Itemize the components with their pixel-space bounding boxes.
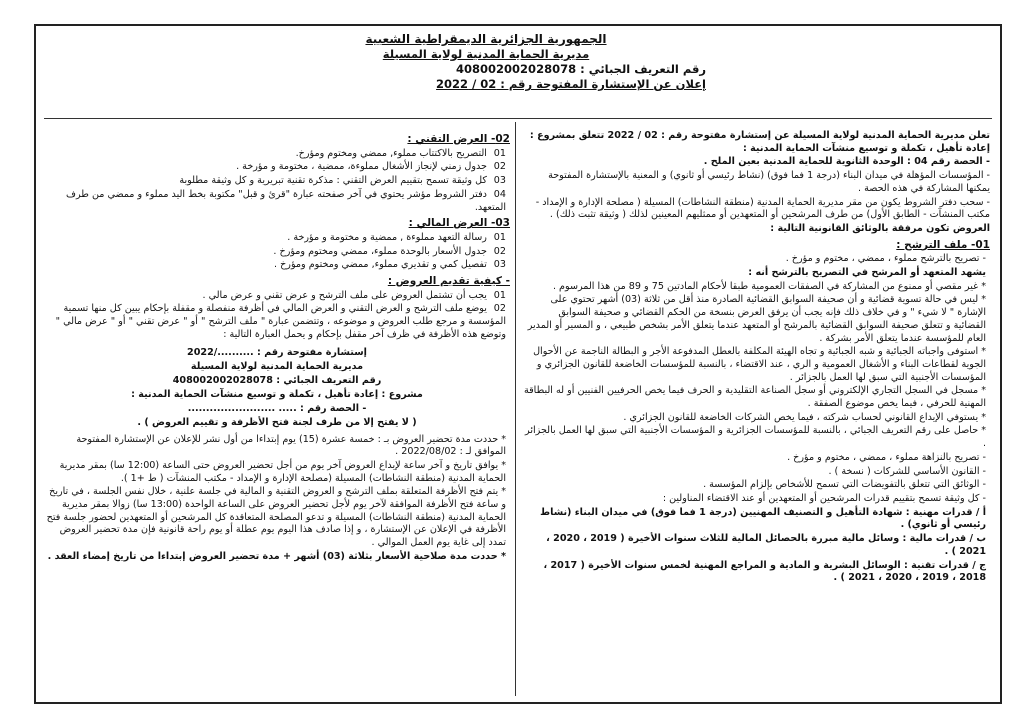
candidacy-line: * حاصل على رقم التعريف الجبائي ، بالنسبة للمؤسسات الجزائرية و المؤسسات الأجنبية التي سبق لها العمل بالجزائر .: [525, 425, 986, 450]
candidacy-line: * مسجل في السجل التجاري الإلكتروني أو سجل الصناعة التقليدية و الحرف فيما يخص الحرفيين الفنيين أو له البطاقة المهنية للحرفي ، فيما يخص موضوع الصفقة .: [523, 385, 986, 410]
envelope-line: مديرية الحماية المدنية لولاية المسيلة: [190, 360, 364, 372]
envelope-line: مشروع : إعادة تأهيل ، تكملة و توسيع منشآت الحماية المدنية :: [131, 388, 423, 400]
docs-intro: العروض تكون مرفقة بالوثائق القانونية التالية :: [770, 222, 990, 234]
item-number: 01: [493, 231, 506, 243]
eligible-text: - المؤسسات المؤهلة في ميدان البناء (درجة 1 فما فوق) (نشاط رئيسي أو ثانوي) و المعنية بالإستشارة المفتوحة يمكنها المشاركة في هذه الحصة .: [548, 170, 990, 194]
item-text: التصريح بالاكتتاب مملوء, ممضي ومختوم ومؤرخ.: [295, 147, 487, 159]
item-text: رسالة التعهد مملوءة , ممضية و مختومة و مؤرخة .: [287, 231, 487, 243]
item-text: يجب أن تشتمل العروض على ملف الترشح و عرض تقني و عرض مالي .: [202, 289, 487, 301]
item-number: 02: [493, 303, 506, 315]
item-text: دفتر الشروط مؤشر يحتوي في آخر صفحته عبارة "قرئ و قبل" مكتوبة بخط اليد مملوء و ممضي من طرف المتعهد.: [66, 188, 506, 213]
financial-item: [44, 259, 510, 272]
financial-item: [44, 246, 510, 259]
fiscal-id-label: رقم التعريف الجبائي :: [580, 62, 706, 76]
item-text: كل وثيقة تسمح بتقييم العرض التقني : مذكرة تقنية تبريرية و كل وثيقة مطلوبة: [179, 175, 487, 187]
item-number: 02: [493, 161, 506, 173]
technical-item: [44, 175, 510, 188]
candidacy-line: يشهد المتعهد أو المرشح في التصريح بالترشح أنه :: [748, 267, 986, 279]
right-column: [523, 130, 990, 694]
envelope-line: - الحصة رقم : ..... ........................: [187, 402, 367, 414]
item-number: 04: [493, 188, 506, 200]
header-divider: [44, 118, 992, 119]
envelope-line: إستشارة مفتوحة رقم : ........../2022: [187, 346, 367, 358]
candidacy-line: - القانون الأساسي للشركات ( نسخة ) .: [828, 465, 986, 477]
fiscal-id: [266, 62, 706, 77]
item-number: 03: [493, 175, 506, 187]
intro-text: تعلن مديرية الحماية المدنية لولاية المسيلة عن إستشارة مفتوحة رقم : 02 / 2022 تتعلق بمشروع : إعادة تأهيل ، تكملة و توسيع منشآت الحماية المدنية :: [529, 130, 990, 154]
notice-header: [266, 32, 706, 92]
technical-item: [44, 161, 510, 174]
item-number: 01: [493, 289, 506, 301]
notice-document: [34, 24, 1002, 704]
candidacy-line: * غير مقصي أو ممنوع من المشاركة في الصفقات العمومية طبقا لأحكام المادتين 75 و 89 من هذا المرسوم .: [552, 280, 986, 292]
candidacy-line: * يستوفي الإيداع القانوني لحساب شركته ، فيما يخص الشركات الخاضعة للقانون الجزائري .: [623, 411, 986, 423]
fiscal-id-value: 408002002028078: [456, 62, 577, 76]
technical-item: [44, 189, 510, 214]
item-number: 01: [493, 147, 506, 159]
validity-note: * حددت مدة صلاحية الأسعار بثلاثة (03) أشهر + مدة تحضير العروض إبتداءا من تاريخ إمضاء العقد .: [47, 550, 506, 562]
candidacy-line: * استوفى واجباته الجبائية و شبه الجبائية و تجاه الهيئة المكلفة بالعطل المدفوعة الأجر و البطالة الناجمة عن الأحوال الجوية لقطاعات البناء و الأشغال العمومية و الري ، عند الاقتضاء ، بالنسبة للمؤسسات الخاضعة للقانون الجزائري و المؤسسات الأجنبية التي سبق لها العمل بالجزائر .: [533, 346, 986, 383]
candidacy-line: * ليس في حالة تسوية قضائية و أن صحيفة السوابق القضائية الصادرة منذ أقل من ثلاثة (03) أشهر تحتوي على الإشارة " لا شيء " و في خلاف ذلك فإنه يجب أن يرفق العرض بنسخة من الحكم القضائي و صحيفة السوابق القضائية و تتعلق صحيفة السوابق القضائية بالمرشح أو المتعهد عندما يتعلق الأمر بشخص طبيعي ، و المسير أو المدير العام للمؤسسة عندما يتعلق الأمر بشركة .: [527, 294, 986, 344]
item-number: 02: [493, 245, 506, 257]
section-submission-title: - كيفية تقديم العروض :: [387, 275, 510, 288]
section-financial-title: 03- العرض المالي :: [408, 217, 510, 230]
notice-title: إعلان عن الإستشارة المفتوحة رقم : 02 / 2022: [436, 77, 706, 91]
technical-item: [44, 148, 510, 161]
financial-item: [44, 232, 510, 245]
envelope-line: ( لا يفتح إلا من طرف لجنة فتح الأظرفة و تقييم العروض ) .: [137, 416, 417, 428]
item-text: تفصيل كمي و تقديري مملوء, ممضي ومختوم ومؤرخ .: [274, 259, 487, 271]
deadline-note: * حددت مدة تحضير العروض بـ : خمسة عشرة (15) يوم إبتداءا من أول نشر للإعلان عن الإستشارة المفتوحة الموافق لـ : 2022/08/02 .: [76, 433, 506, 458]
envelope-line: رقم التعريف الجبائي : 408002002028078: [172, 374, 382, 386]
section-candidacy-title: 01- ملف الترشح :: [896, 238, 990, 251]
left-column: [44, 130, 510, 694]
republic-title: الجمهورية الجزائرية الديمقراطية الشعبية: [365, 32, 607, 46]
directorate-title: مديرية الحماية المدنية لولاية المسيلة: [382, 47, 590, 61]
deposit-note: * يوافق تاريخ و آخر ساعة لإيداع العروض آخر يوم من أجل تحضير العروض حتى الساعة (12:00 سا) بمقر مديرية الحماية المدنية (منطقة النشاطات) المسيلة (مصلحة الإدارة و الإمداد - مكتب المنشآت ( ط +1 ).: [59, 459, 506, 484]
item-text: جدول زمني لإنجاز الأشغال مملوءة، ممضية ، مختومة و مؤرخة .: [236, 161, 487, 173]
candidacy-line: - تصريح بالنزاهة مملوء ، ممضي ، مختوم و مؤرخ .: [787, 451, 986, 463]
item-number: 03: [493, 259, 506, 271]
column-divider: [515, 122, 516, 696]
opening-note: * يتم فتح الأظرفة المتعلقة بملف الترشح و العروض التقنية و المالية في جلسة علنية ، خلال نفس الجلسة ، في تاريخ و ساعة فتح الأظرفة الموافقة لآخر يوم لأجل تحضير العروض على الساعة الواحدة (13:00 سا) زوالا بمقر مديرية الحماية المدنية (منطقة النشاطات) المسيلة و تدعو المصلحة المتعاقدة كل المرشحين أو المتعهدين لحضور جلسة فتح الأظرفة في الإعلان عن الإستشارة ، و إذا صادف هذا اليوم يوم عطلة أو يوم راحة قانونية فإن مدة تحضير العروض تمدد إلى غاية يوم العمل الموالي .: [46, 486, 506, 549]
lot-line: - الحصة رقم 04 : الوحدة الثانوية للحماية المدنية بعين الملح .: [703, 156, 990, 168]
withdraw-text: - سحب دفتر الشروط يكون من مقر مديرية الحماية المدنية (منطقة النشاطات) المسيلة ( مصلحة الإدارة و الإمداد - مكتب المنشآت - الطابق الأول) من طرف المرشحين أو المتعهدين أو ممثليهم المعينين لذلك ( وثيقة تثبت ذلك) .: [535, 196, 990, 221]
item-text: يوضع ملف الترشح و العرض التقني و العرض المالي في أظرفة منفصلة و مقفلة بإحكام يبين كل منها تسمية المؤسسة و مرجع طلب العروض و موضوعه ، وتتضمن عبارة " ملف الترشح " أو " عرض تقني " أو " عرض مالي " وتوضع هذه الأظرفة في ظرف آخر مقفل بإحكام و يحمل العبارة التالية :: [55, 303, 506, 340]
candidacy-line: - الوثائق التي تتعلق بالتفويضات التي تسمح للأشخاص بإلزام المؤسسة .: [703, 479, 986, 491]
submission-item: [44, 303, 510, 341]
envelope-label: [44, 346, 510, 430]
candidacy-line: - كل وثيقة تسمح بتقييم قدرات المرشحين أو المتعهدين أو عند الاقتضاء المناولين :: [662, 492, 986, 504]
capacity-technical: ج / قدرات تقنية : الوسائل البشرية و المادية و المراجع المهنية لخمس سنوات الأخيرة ( 2017 ، 2018 ، 2019 ، 2020 ، 2021 ) .: [543, 559, 986, 584]
capacity-financial: ب / قدرات مالية : وسائل مالية مبررة بالحصائل المالية للثلاث سنوات الأخيرة ( 2019 ، 2020 ، 2021 ) .: [546, 533, 986, 557]
submission-item: [44, 290, 510, 303]
section-technical-title: 02- العرض التقني :: [407, 133, 510, 145]
candidacy-line: - تصريح بالترشح مملوء ، ممضي ، مختوم و مؤرخ .: [785, 253, 986, 265]
capacity-professional: أ / قدرات مهنية : شهادة التأهيل و التصنيف المهنيين (درجة 1 فما فوق) في ميدان البناء (نشاط رئيسي أو ثانوي) .: [540, 506, 986, 531]
item-text: جدول الأسعار بالوحدة مملوء، ممضي ومختوم ومؤرخ .: [273, 245, 487, 257]
